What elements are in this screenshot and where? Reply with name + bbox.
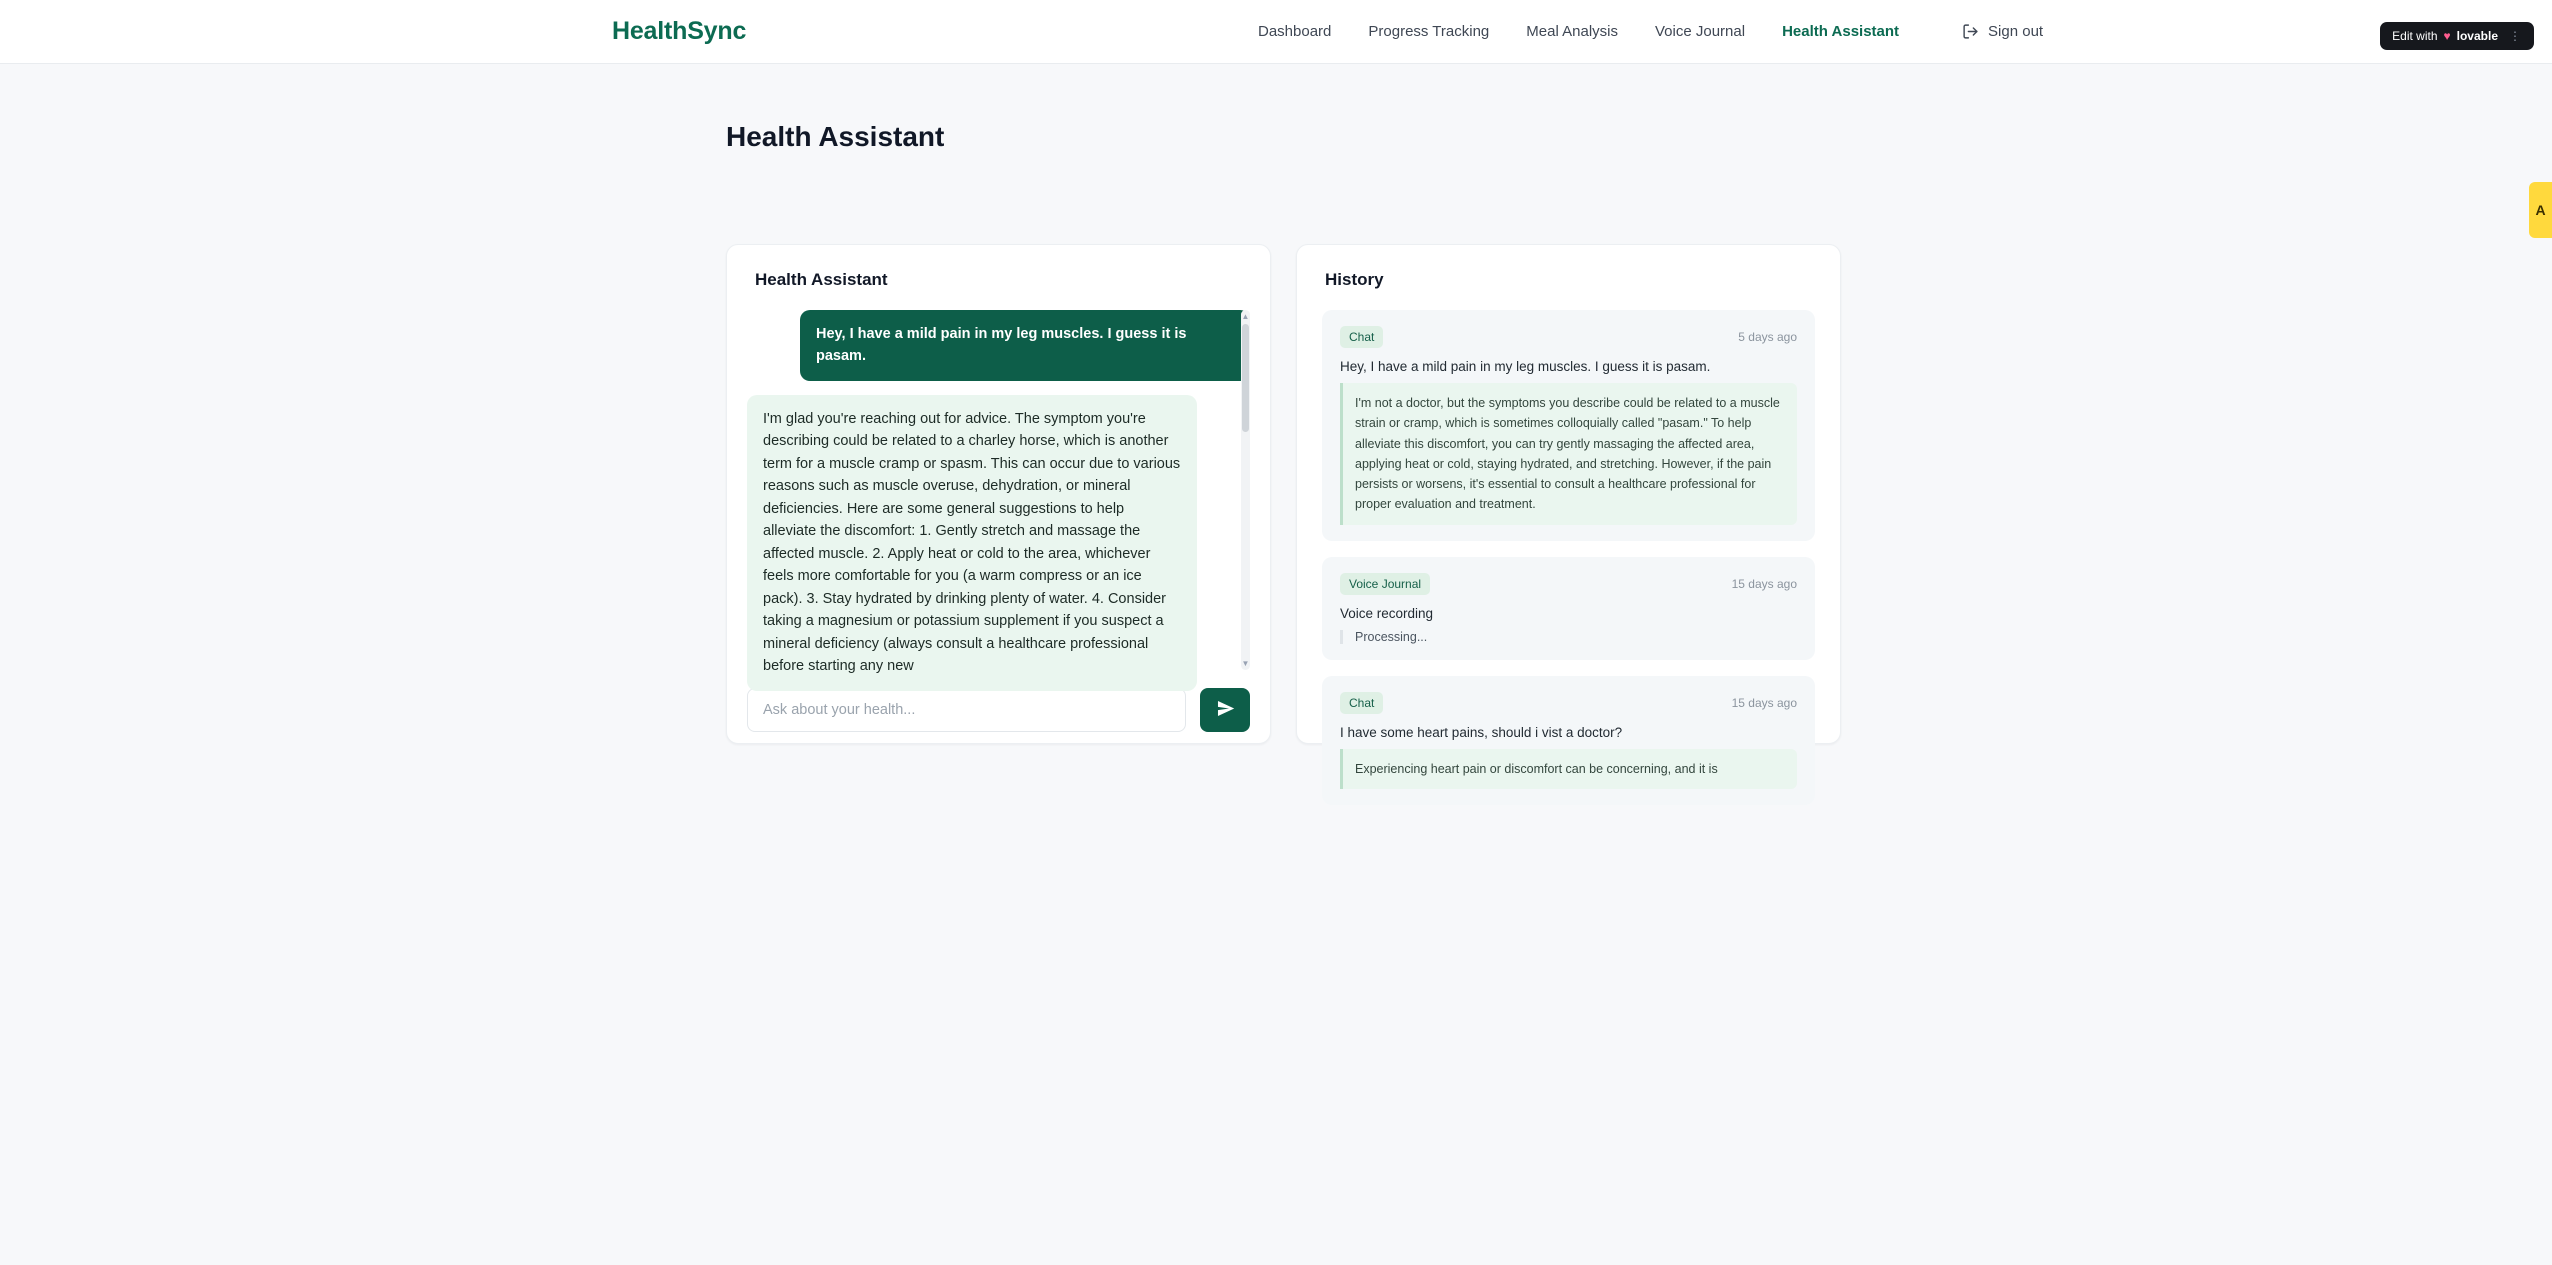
chat-scrollbar[interactable] [1241,310,1250,670]
lovable-label: lovable [2456,29,2498,43]
status-badge: Chat [1340,692,1383,714]
send-icon [1216,699,1235,721]
lovable-prefix-label: Edit with [2392,29,2438,43]
chat-message-list [747,310,1250,675]
sign-out-label: Sign out [1988,23,2044,40]
history-item-question: Hey, I have a mild pain in my leg muscles. I guess it is pasam. [1340,359,1711,374]
scroll-up-arrow-icon[interactable]: ▲ [1241,312,1250,321]
history-item[interactable] [1322,676,1815,805]
history-item-header [1340,326,1797,348]
scroll-down-arrow-icon[interactable]: ▼ [1241,659,1250,668]
heart-icon: ♥ [2443,29,2451,43]
logout-icon [1962,23,1979,40]
chat-bubble-user: Hey, I have a mild pain in my leg muscles. I guess it is pasam. [800,310,1250,381]
chat-scrollbar-thumb[interactable] [1242,324,1249,432]
chat-message-user [747,310,1250,381]
nav-item-progress-tracking[interactable]: Progress Tracking [1368,23,1490,40]
chat-bubble-assistant: I'm glad you're reaching out for advice. The symptom you're describing could be related to a charley horse, which is another term for a muscle cramp or spasm. This can occur due to various reasons such as muscle overuse, dehydration, or mineral deficiencies. Here are some general suggestions to help alleviate the discomfort: 1. Gently stretch and massage the affected muscle. 2. Apply heat or cold to the area, whichever feels more comfortable for you (a warm compress or an ice pack). 3. Stay hydrated by drinking plenty of water. 4. Consider taking a magnesium or potassium supplement if you suspect a mineral deficiency (always consult a healthcare professional before starting any new [747,395,1197,691]
status-badge: Voice Journal [1340,573,1430,595]
history-item-timestamp: 15 days ago [1731,576,1797,591]
history-card-title: History [1325,270,1384,289]
top-navbar [0,0,2552,64]
more-options-icon[interactable]: ⋮ [2509,29,2522,43]
history-item-timestamp: 15 days ago [1731,695,1797,710]
history-item-status: Processing... [1340,630,1797,644]
history-item-question: Voice recording [1340,605,1434,621]
history-item-question: I have some heart pains, should i vist a doctor? [1340,724,1623,740]
history-item[interactable] [1322,310,1815,541]
accessibility-tab[interactable] [2529,182,2552,238]
history-item-answer: Experiencing heart pain or discomfort can be concerning, and it is [1340,749,1797,789]
nav-item-voice-journal[interactable]: Voice Journal [1655,23,1746,40]
accessibility-icon: A [2535,202,2546,218]
history-item[interactable] [1322,557,1815,660]
send-message-button[interactable] [1200,688,1250,732]
chat-input[interactable] [747,688,1186,732]
nav-item-dashboard[interactable]: Dashboard [1258,23,1332,40]
status-badge: Chat [1340,326,1383,348]
history-item-answer: I'm not a doctor, but the symptoms you describe could be related to a muscle strain or cramp, which is sometimes colloquially called "pasam." To help alleviate this discomfort, you can try gently massaging the affected area, applying heat or cold, staying hydrated, and stretching. However, if the pain persists or worsens, it's essential to consult a healthcare professional for proper evaluation and treatment. [1340,383,1797,525]
history-item-timestamp: 5 days ago [1738,330,1797,344]
assistant-card-title: Health Assistant [755,270,888,289]
history-list [1297,290,1840,776]
brand-logo[interactable]: HealthSync [612,17,747,45]
nav-links [1258,23,2043,40]
nav-item-meal-analysis[interactable]: Meal Analysis [1526,23,1618,40]
history-card [1296,244,1841,776]
edit-with-lovable-badge[interactable] [2380,22,2534,50]
history-item-header [1340,573,1797,595]
sign-out-button[interactable] [1962,23,2043,40]
nav-item-health-assistant[interactable]: Health Assistant [1782,23,1900,40]
page-title: Health Assistant [726,121,945,152]
cards-container [726,244,1841,776]
chat-message-assistant [747,395,1250,691]
history-item-header [1340,692,1797,714]
health-assistant-card [726,244,1271,744]
